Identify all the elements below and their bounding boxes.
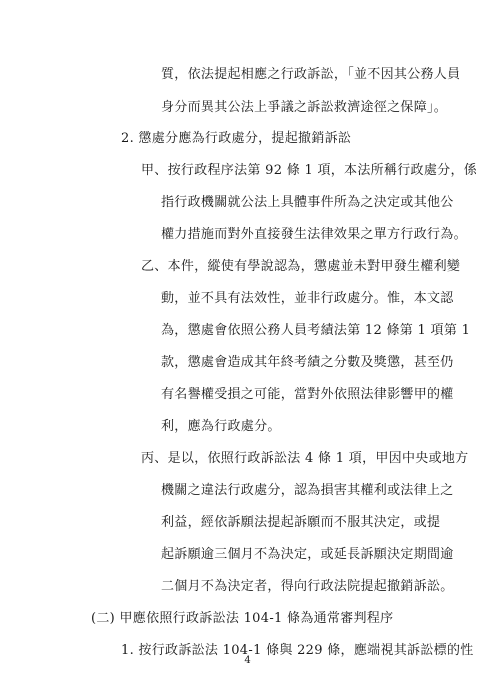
- text-line: 質，依法提起相應之行政訴訟，「並不因其公務人員: [161, 67, 461, 82]
- text-line: 1. 按行政訴訟法 104-1 條與 229 條，應端視其訴訟標的性: [121, 643, 474, 658]
- section-heading: (二) 甲應依照行政訴訟法 104-1 條為通常審判程序: [91, 611, 394, 626]
- text-line: 利，應為行政處分。: [161, 419, 281, 434]
- text-line: 利益，經依訴願法提起訴願而不服其決定，或提: [161, 515, 441, 530]
- section-heading: 2. 懲處分應為行政處分，提起撤銷訴訟: [121, 131, 352, 146]
- text-line: 指行政機關就公法上具體事件所為之決定或其他公: [161, 195, 454, 210]
- text-line: 甲、按行政程序法第 92 條 1 項，本法所稱行政處分，係: [141, 163, 478, 178]
- text-line: 款，懲處會造成其年終考績之分數及獎懲，甚至仍: [161, 355, 454, 370]
- text-line: 身分而異其公法上爭議之訴訟救濟途徑之保障」。: [161, 100, 448, 115]
- text-line: 丙、是以，依照行政訴訟法 4 條 1 項，甲因中央或地方: [141, 451, 469, 466]
- text-line: 動，並不具有法效性，並非行政處分。惟，本文認: [161, 291, 454, 306]
- text-line: 二個月不為決定者，得向行政法院提起撤銷訴訟。: [161, 579, 454, 594]
- text-line: 起訴願逾三個月不為決定，或延長訴願決定期間逾: [161, 547, 454, 562]
- page-number: 4: [244, 655, 251, 666]
- text-line: 權力措施而對外直接發生法律效果之單方行政行為。: [161, 227, 467, 242]
- text-line: 為，懲處會依照公務人員考績法第 12 條第 1 項第 1: [161, 323, 471, 338]
- text-line: 乙、本件，縱使有學說認為，懲處並未對甲發生權利變: [141, 259, 461, 274]
- text-line: 機關之違法行政處分，認為損害其權利或法律上之: [161, 483, 454, 498]
- text-line: 有名譽權受損之可能，當對外依照法律影響甲的權: [161, 387, 454, 402]
